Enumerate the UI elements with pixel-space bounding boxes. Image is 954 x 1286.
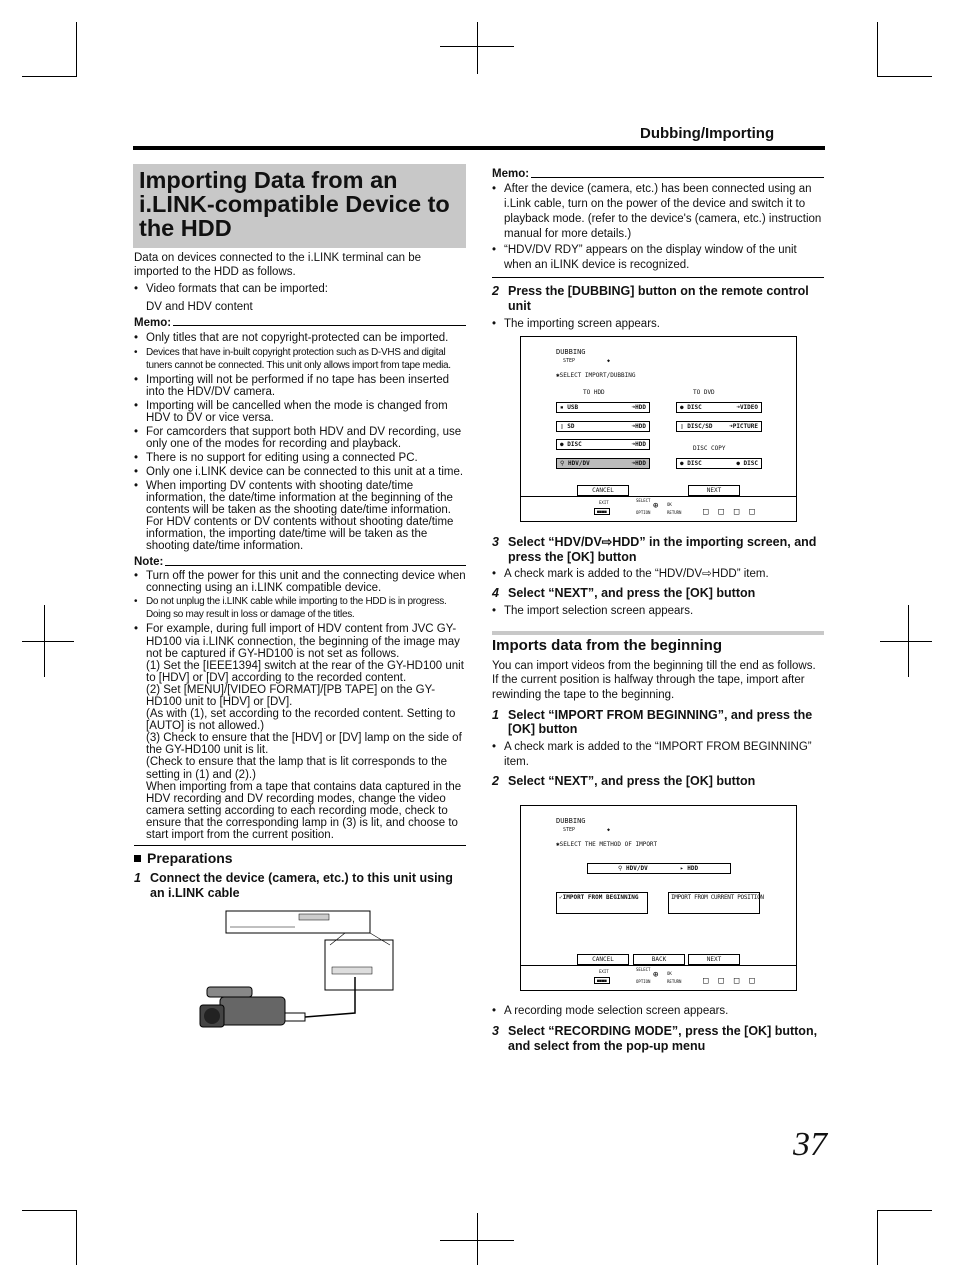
crop-mark: [22, 76, 77, 77]
import-from-current-position-option[interactable]: IMPORT FROM CURRENT POSITION: [668, 892, 760, 914]
memo-item: • After the device (camera, etc.) has been connected using an i.Link cable, turn on the power of the device and switch it to playback mode. (refer to the device's (camera, etc.) instruction manual for more details.): [492, 182, 824, 242]
crop-mark: [477, 22, 478, 74]
import-step-2: 2 Select “NEXT”, and press the [OK] button: [492, 773, 756, 788]
right-column: [492, 167, 824, 331]
section-heading: Dubbing/Importing: [640, 125, 775, 142]
crop-mark: [877, 76, 932, 77]
to-dvd-label: TO DVD: [693, 389, 715, 396]
crop-mark: [477, 1213, 478, 1265]
disc-to-disc-option[interactable]: ● DISC ● DISC: [676, 458, 762, 469]
intro-bullet-value: DV and HDV content: [146, 300, 253, 313]
memo-item: • For camcorders that support both HDV and DV recording, use only one of the modes for recording and playback.: [134, 426, 466, 450]
section-rule: [492, 631, 824, 635]
section-text: You can import videos from the beginning till the end as follows. If the current position is halfway through the tape, import after rewinding the tape to the beginning.: [492, 660, 816, 701]
memo-item: • When importing DV contents with shooting date/time information, the date/time information at the beginning of the contents will be taken as the shooting date/time information. For HDV contents or DV contents without shooting date/time information, the importing date/time will be taken as the shooting date/time information.: [134, 480, 466, 552]
left-column: [134, 251, 466, 846]
page-title: Importing Data from an i.LINK-compatible Device to the HDD: [139, 167, 450, 241]
import-step-1: 1 Select “IMPORT FROM BEGINNING”, and press the [OK] button: [492, 707, 813, 737]
dpad-icon: ⊕: [653, 501, 659, 511]
dpad-icon: ⊕: [653, 970, 659, 980]
import-method-screen: DUBBING STEP ◆ ✱SELECT THE METHOD OF IMPORT ⚲ HDV/DV ▸ HDD ✓IMPORT FROM BEGINNING IMPORT FROM CURRENT POSITION CANCEL BACK NEXT EXIT ■■■■ SELECT OK OPTION RETURN ⊕ □□□□: [520, 805, 797, 991]
crop-mark: [440, 1240, 514, 1241]
disc-to-video-option[interactable]: ● DISC ➜VIDEO: [676, 402, 762, 413]
import-step-1-result: • A check mark is added to the “IMPORT FROM BEGINNING” item.: [492, 740, 824, 770]
import-from-beginning-option[interactable]: ✓IMPORT FROM BEGINNING: [556, 892, 648, 914]
intro-bullet: • Video formats that can be imported:: [134, 282, 466, 296]
screen2-result: • A recording mode selection screen appears.: [492, 1004, 824, 1018]
crop-mark: [877, 1210, 878, 1265]
prep-step-1: 1 Connect the device (camera, etc.) to this unit using an i.LINK cable: [134, 871, 453, 900]
page-number: 37: [793, 1126, 827, 1163]
screen-step-label: STEP: [563, 358, 576, 364]
memo-item: • Only titles that are not copyright-protected can be imported.: [134, 331, 466, 345]
right-column-bottom: [492, 1004, 824, 1053]
crop-mark: [76, 1210, 77, 1265]
exit-label: EXIT: [599, 969, 609, 974]
return-label: RETURN: [667, 510, 682, 515]
memo-heading: Memo:: [492, 167, 824, 181]
next-button[interactable]: NEXT: [688, 954, 740, 965]
crop-mark: [440, 46, 514, 47]
disc-sd-to-picture-option[interactable]: ▯ DISC/SD ➜PICTURE: [676, 421, 762, 432]
square-bullet-icon: [134, 855, 141, 862]
step-3-result: • A check mark is added to the “HDV/DV⇨HDD” item.: [492, 567, 824, 581]
page-title-box: [133, 164, 466, 248]
screen-title: DUBBING: [556, 817, 586, 825]
color-buttons-icon: □□□□: [703, 507, 765, 517]
hdv-dv-to-hdd-option[interactable]: ⚲ HDV/DV ➜HDD: [556, 458, 650, 469]
sd-to-hdd-option[interactable]: ▯ SD ➜HDD: [556, 421, 650, 432]
disc-copy-label: DISC COPY: [693, 445, 726, 452]
select-label: SELECT: [636, 967, 651, 972]
memo-item: • Importing will not be performed if no tape has been inserted into the HDV/DV camera.: [134, 374, 466, 398]
exit-label: EXIT: [599, 500, 609, 505]
cancel-button[interactable]: CANCEL: [577, 485, 629, 496]
return-label: RETURN: [667, 979, 682, 984]
usb-to-hdd-option[interactable]: ▪ USB ➜HDD: [556, 402, 650, 413]
header-rule: [133, 146, 825, 150]
memo-heading: Memo:: [134, 316, 466, 330]
step-4: 4 Select “NEXT”, and press the [OK] button: [492, 586, 756, 601]
back-button[interactable]: BACK: [633, 954, 685, 965]
camcorder-icon: [200, 987, 285, 1027]
screen-prompt: ✱SELECT THE METHOD OF IMPORT: [556, 841, 658, 848]
preparations-heading: Preparations: [134, 850, 233, 866]
import-step-3: 3 Select “RECORDING MODE”, press the [OK] button, and select from the pop-up menu: [492, 1024, 818, 1053]
cancel-button[interactable]: CANCEL: [577, 954, 629, 965]
memo-item: • “HDV/DV RDY” appears on the display window of the unit when an iLINK device is recognized.: [492, 243, 824, 273]
to-hdd-label: TO HDD: [583, 389, 605, 396]
memo-item: • Only one i.LINK device can be connected to this unit at a time.: [134, 466, 466, 478]
crop-mark: [76, 22, 77, 77]
source-destination-display: ⚲ HDV/DV ▸ HDD: [587, 863, 731, 874]
step-4-result: • The import selection screen appears.: [492, 604, 824, 618]
color-buttons-icon: □□□□: [703, 976, 765, 986]
crop-mark: [877, 1210, 932, 1211]
step-3: 3 Select “HDV/DV⇨HDD” in the importing screen, and press the [OK] button: [492, 535, 817, 564]
next-button[interactable]: NEXT: [688, 485, 740, 496]
crop-mark: [22, 1210, 77, 1211]
intro-text: Data on devices connected to the i.LINK terminal can be imported to the HDD as follows.: [134, 252, 422, 279]
step-2-result: • The importing screen appears.: [492, 317, 824, 331]
disc-to-hdd-option[interactable]: ● DISC ➜HDD: [556, 439, 650, 450]
right-column-steps: [492, 535, 824, 788]
screen-prompt: ✱SELECT IMPORT/DUBBING: [556, 372, 636, 379]
screen-title: DUBBING: [556, 348, 586, 356]
memo-item: • Devices that have in-built copyright protection such as D-VHS and digital tuners cannot be connected. This unit only allows import from tape media.: [134, 347, 466, 372]
memo-item: • There is no support for editing using a connected PC.: [134, 452, 466, 464]
select-label: SELECT: [636, 498, 651, 503]
screen-step-label: STEP: [563, 827, 576, 833]
crop-mark: [880, 641, 932, 642]
option-label: OPTION: [636, 979, 651, 984]
crop-mark: [22, 641, 74, 642]
connection-illustration: [195, 905, 405, 1035]
ok-label: OK: [667, 971, 672, 976]
memo-item: • Importing will be cancelled when the mode is changed from HDV to DV or vice versa.: [134, 400, 466, 424]
note-heading: Note:: [134, 555, 466, 569]
note-item: • Turn off the power for this unit and the connecting device when connecting using an i.LINK compatible device.: [134, 570, 466, 594]
option-label: OPTION: [636, 510, 651, 515]
ok-label: OK: [667, 502, 672, 507]
section-heading: Imports data from the beginning: [492, 636, 723, 654]
note-item: • For example, during full import of HDV content from JVC GY-HD100 via i.LINK connection, the beginning of the image may not be captured if GY-HD100 is not set as follows. (1) Set the [IEEE1394] switch at the rear of the GY-HD100 unit to [HDV] or [DV] according to the recorded content. (2) Set [MENU]/[VIDEO FORMAT]/[PB TAPE] on the GY-HD100 unit to [HDV] or [DV]. (As with (1), set according to the recorded content. Setting to [AUTO] is not allowed.) (3) Check to ensure that the [HDV] or [DV] lamp on the side of the GY-HD100 unit is lit. (Check to ensure that the lamp that is lit corresponds to the setting in (1) and (2).) When importing from a tape that contains data captured in the HDV recording and DV recording modes, change the video camera setting according to each recording mode, check to ensure that the corresponding lamp in (3) is lit, and choose to start import from the current position.: [134, 623, 466, 841]
importing-screen: DUBBING STEP ◆ ✱SELECT IMPORT/DUBBING TO HDD TO DVD DISC COPY ▪ USB ➜HDD ▯ SD ➜HDD ● DISC ➜HDD ⚲ HDV/DV ➜HDD ● DISC ➜VIDEO ▯ DISC/SD ➜PICTURE ● DISC ● DISC CANCEL NEXT EXIT ■■■■ SELECT OK OPTION RETURN ⊕ □□□□: [520, 336, 797, 522]
note-item: • Do not unplug the i.LINK cable while importing to the HDD is in progress. Doing so may result in loss or damage of the titles.: [134, 596, 466, 621]
crop-mark: [877, 22, 878, 77]
step-2: 2 Press the [DUBBING] button on the remote control unit: [492, 284, 809, 313]
